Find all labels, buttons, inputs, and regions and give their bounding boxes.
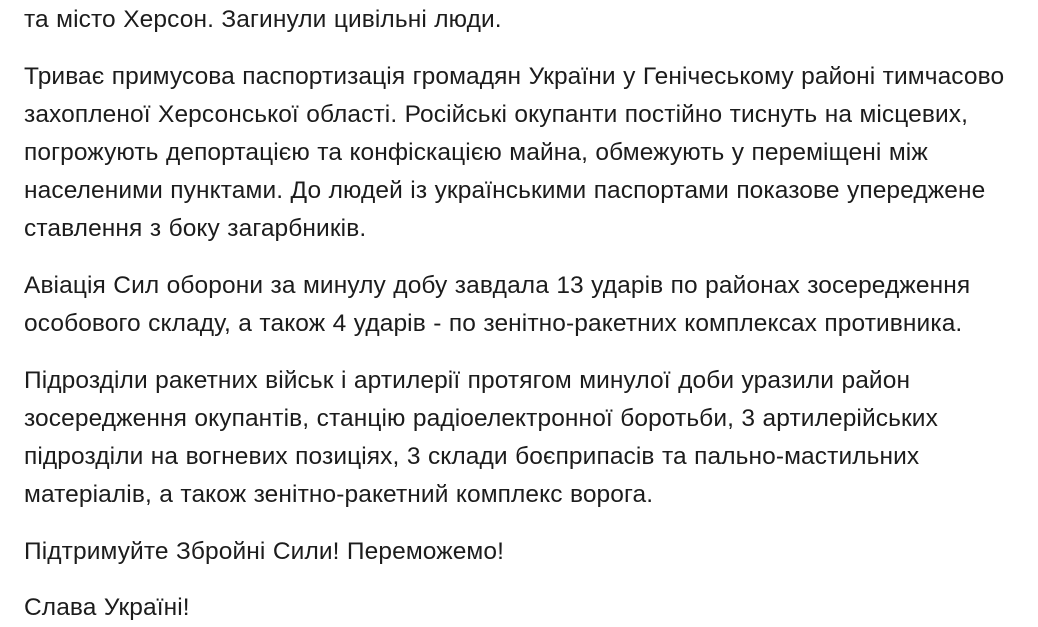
paragraph-4: Підрозділи ракетних військ і артилерії протягом минулої доби уразили район зосередження окупантів, станцію радіоелектронної боротьби, 3 артилерійських підрозділи на вогневих позиціях, 3 склади боєприпасів та пально-мастильних матеріалів, а також зенітно-ракетний комплекс ворога.	[24, 367, 938, 508]
paragraph-1: та місто Херсон. Загинули цивільні люди.	[24, 6, 502, 33]
paragraph-5: Підтримуйте Збройні Сили! Переможемо!	[24, 538, 505, 565]
paragraph-spacer	[24, 514, 1014, 533]
paragraph-spacer	[24, 571, 1014, 589]
paragraph-spacer	[24, 343, 1014, 362]
paragraph-spacer	[24, 39, 1014, 58]
paragraph-3: Авіація Сил оборони за минулу добу завдала 13 ударів по районах зосередження особового складу, а також 4 ударів - по зенітно-ракетних комплексах противника.	[24, 272, 971, 337]
paragraph-2: Триває примусова паспортизація громадян України у Генічеському районі тимчасово захопленої Херсонської області. Російські окупанти постійно тиснуть на місцевих, погрожують депортацією та конфіскацією майна, обмежують у переміщені між населеними пунктами. До людей із українськими паспортами показове упереджене ставлення з боку загарбників.	[24, 63, 1005, 242]
paragraph-6: Слава Україні!	[24, 594, 190, 621]
paragraph-spacer	[24, 248, 1014, 267]
